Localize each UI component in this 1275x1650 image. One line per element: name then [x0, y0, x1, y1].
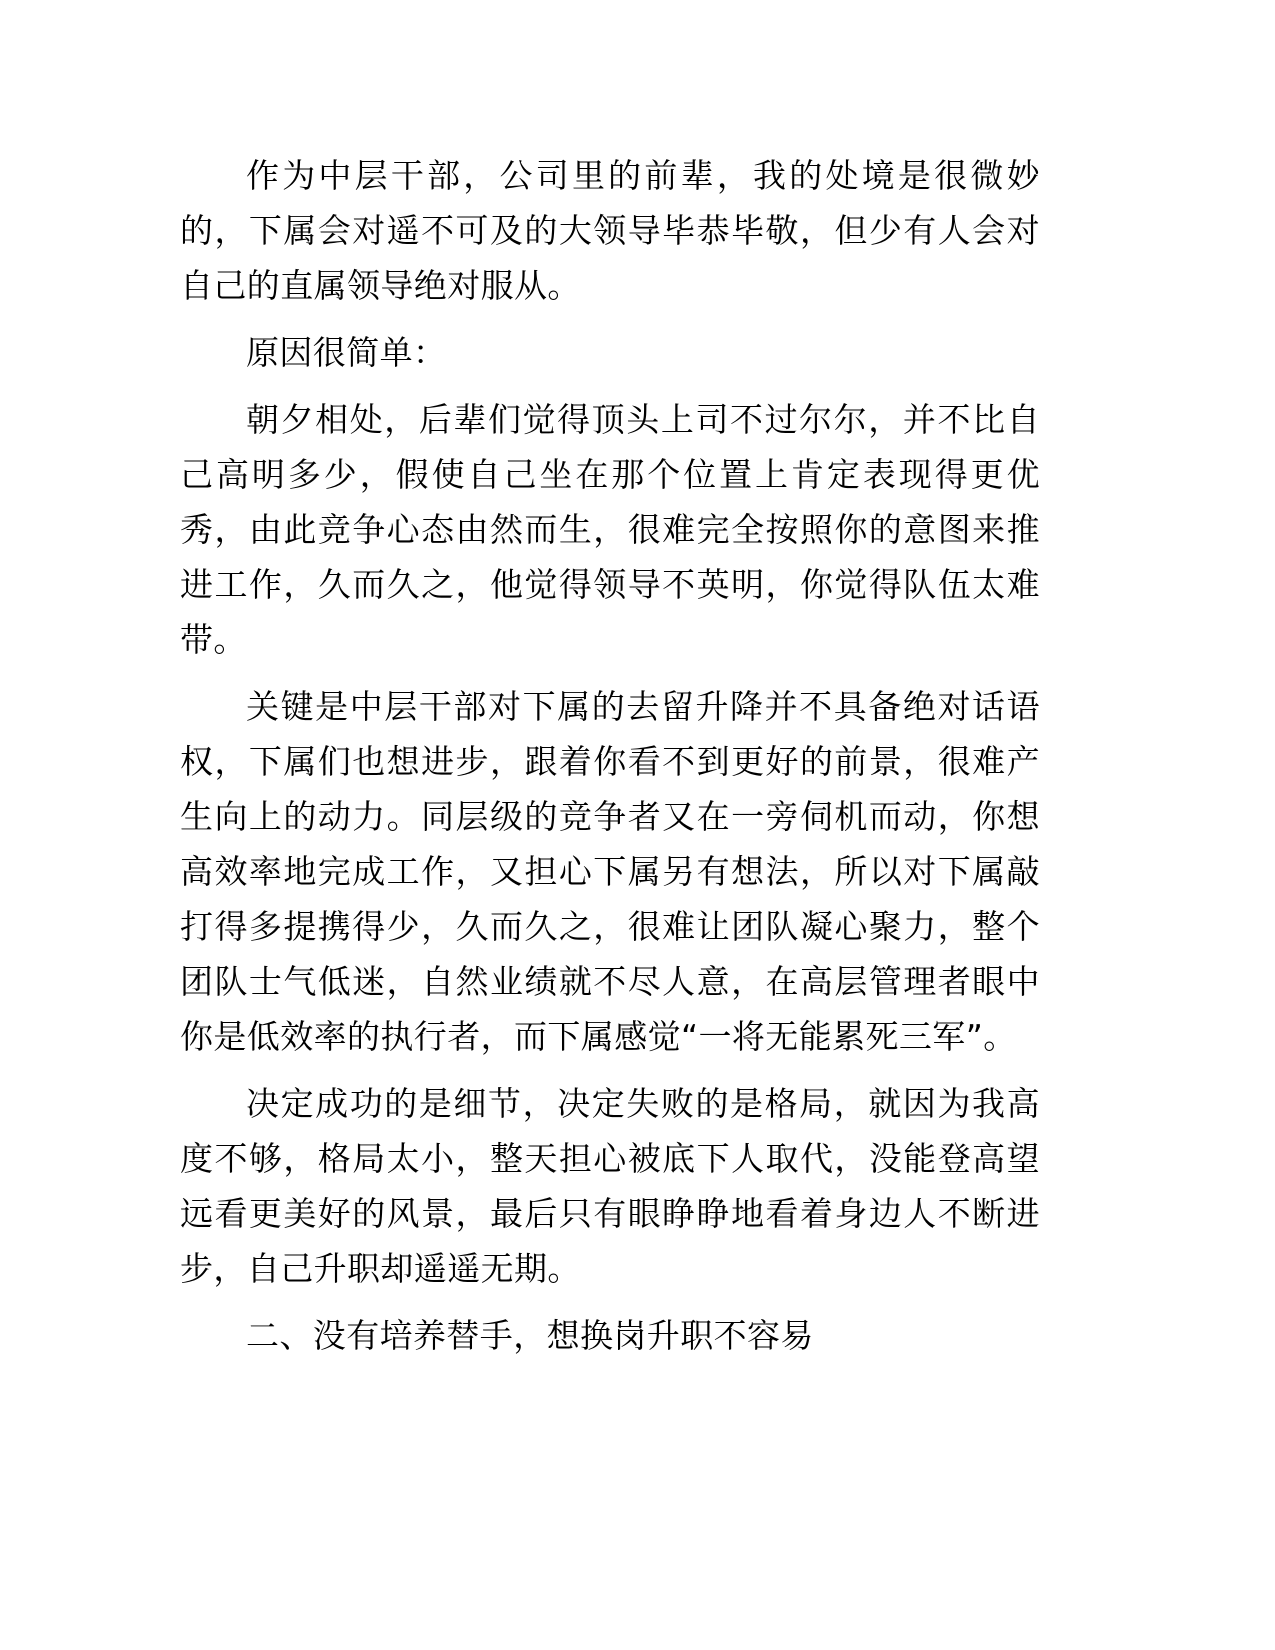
paragraph-4: 关键是中层干部对下属的去留升降并不具备绝对话语权，下属们也想进步，跟着你看不到更好的前景，很难产生向上的动力。同层级的竞争者又在一旁伺机而动，你想高效率地完成工作，又担心下属另有想法，所以对下属敲打得多提携得少，久而久之，很难让团队凝心聚力，整个团队士气低迷，自然业绩就不尽人意，在高层管理者眼中你是低效率的执行者，而下属感觉“一将无能累死三军”。	[180, 687, 1040, 1056]
paragraph-2: 原因很简单：	[246, 333, 447, 372]
document-body	[180, 148, 1040, 1375]
section-heading: 二、没有培养替手，想换岗升职不容易	[246, 1316, 814, 1355]
paragraph-1: 作为中层干部，公司里的前辈，我的处境是很微妙的，下属会对遥不可及的大领导毕恭毕敬，但少有人会对自己的直属领导绝对服从。	[180, 156, 1040, 305]
paragraph-3: 朝夕相处，后辈们觉得顶头上司不过尔尔，并不比自己高明多少，假使自己坐在那个位置上肯定表现得更优秀，由此竞争心态由然而生，很难完全按照你的意图来推进工作，久而久之，他觉得领导不英明，你觉得队伍太难带。	[180, 400, 1040, 659]
paragraph-5: 决定成功的是细节，决定失败的是格局，就因为我高度不够，格局太小，整天担心被底下人取代，没能登高望远看更美好的风景，最后只有眼睁睁地看着身边人不断进步，自己升职却遥遥无期。	[180, 1084, 1040, 1288]
